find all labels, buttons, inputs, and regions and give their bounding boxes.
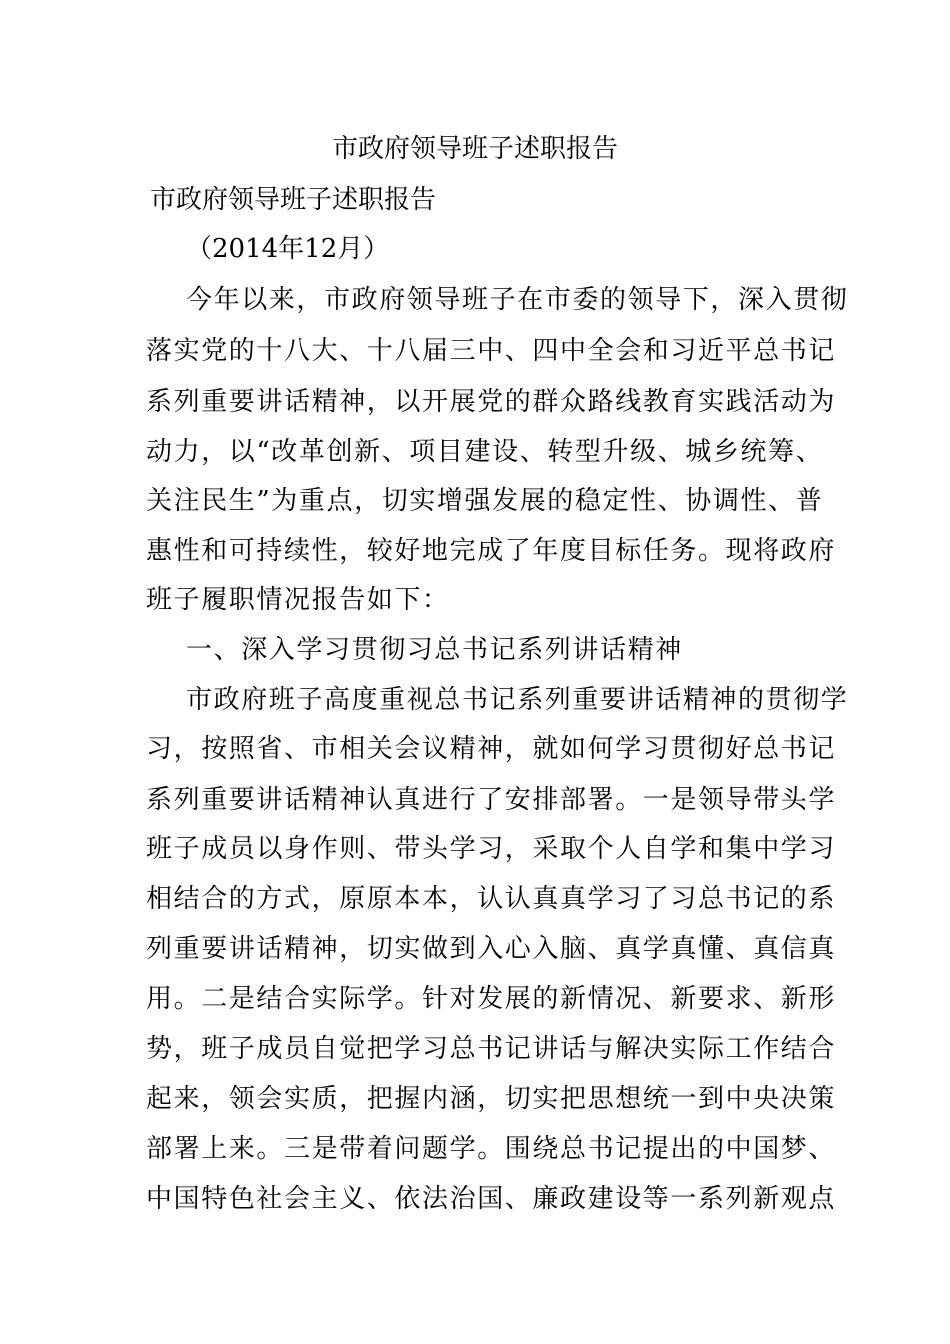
- paragraph-line: 市政府班子高度重视总书记系列重要讲话精神的贯彻学: [186, 685, 849, 715]
- paragraph-line: 惠性和可持续性，较好地完成了年度目标任务。现将政府: [146, 536, 837, 566]
- paragraph-line: 用。二是结合实际学。针对发展的新情况、新要求、新形: [146, 984, 837, 1014]
- paragraph-line: 关注民生”为重点，切实增强发展的稳定性、协调性、普: [146, 486, 824, 516]
- paragraph-line: 部署上来。三是带着问题学。围绕总书记提出的中国梦、: [146, 1134, 837, 1164]
- paragraph-line: 起来，领会实质，把握内涵，切实把思想统一到中央决策: [146, 1084, 837, 1114]
- document-subtitle: 市政府领导班子述职报告: [150, 185, 437, 215]
- paragraph-line: 相结合的方式，原原本本，认认真真学习了习总书记的系: [146, 884, 837, 914]
- section-heading: 一、深入学习贯彻习总书记系列讲话精神: [186, 635, 683, 665]
- paragraph-line: 落实党的十八大、十八届三中、四中全会和习近平总书记: [146, 336, 837, 366]
- paragraph-line: 习，按照省、市相关会议精神，就如何学习贯彻好总书记: [146, 734, 837, 764]
- paragraph-line: 系列重要讲话精神，以开展党的群众路线教育实践活动为: [146, 387, 837, 417]
- paragraph-line: 今年以来，市政府领导班子在市委的领导下，深入贯彻: [186, 285, 849, 315]
- report-date: （2014年12月）: [186, 234, 390, 264]
- paragraph-line: 动力，以“改革创新、项目建设、转型升级、城乡统筹、: [146, 437, 824, 467]
- paragraph-line: 中国特色社会主义、依法治国、廉政建设等一系列新观点: [146, 1184, 837, 1214]
- document-title: 市政府领导班子述职报告: [331, 134, 618, 164]
- paragraph-line: 班子成员以身作则、带头学习，采取个人自学和集中学习: [146, 834, 837, 864]
- paragraph-line: 班子履职情况报告如下：: [146, 585, 450, 615]
- paragraph-line: 势，班子成员自觉把学习总书记讲话与解决实际工作结合: [146, 1034, 837, 1064]
- paragraph-line: 系列重要讲话精神认真进行了安排部署。一是领导带头学: [146, 785, 837, 815]
- paragraph-line: 列重要讲话精神，切实做到入心入脑、真学真懂、真信真: [146, 934, 837, 964]
